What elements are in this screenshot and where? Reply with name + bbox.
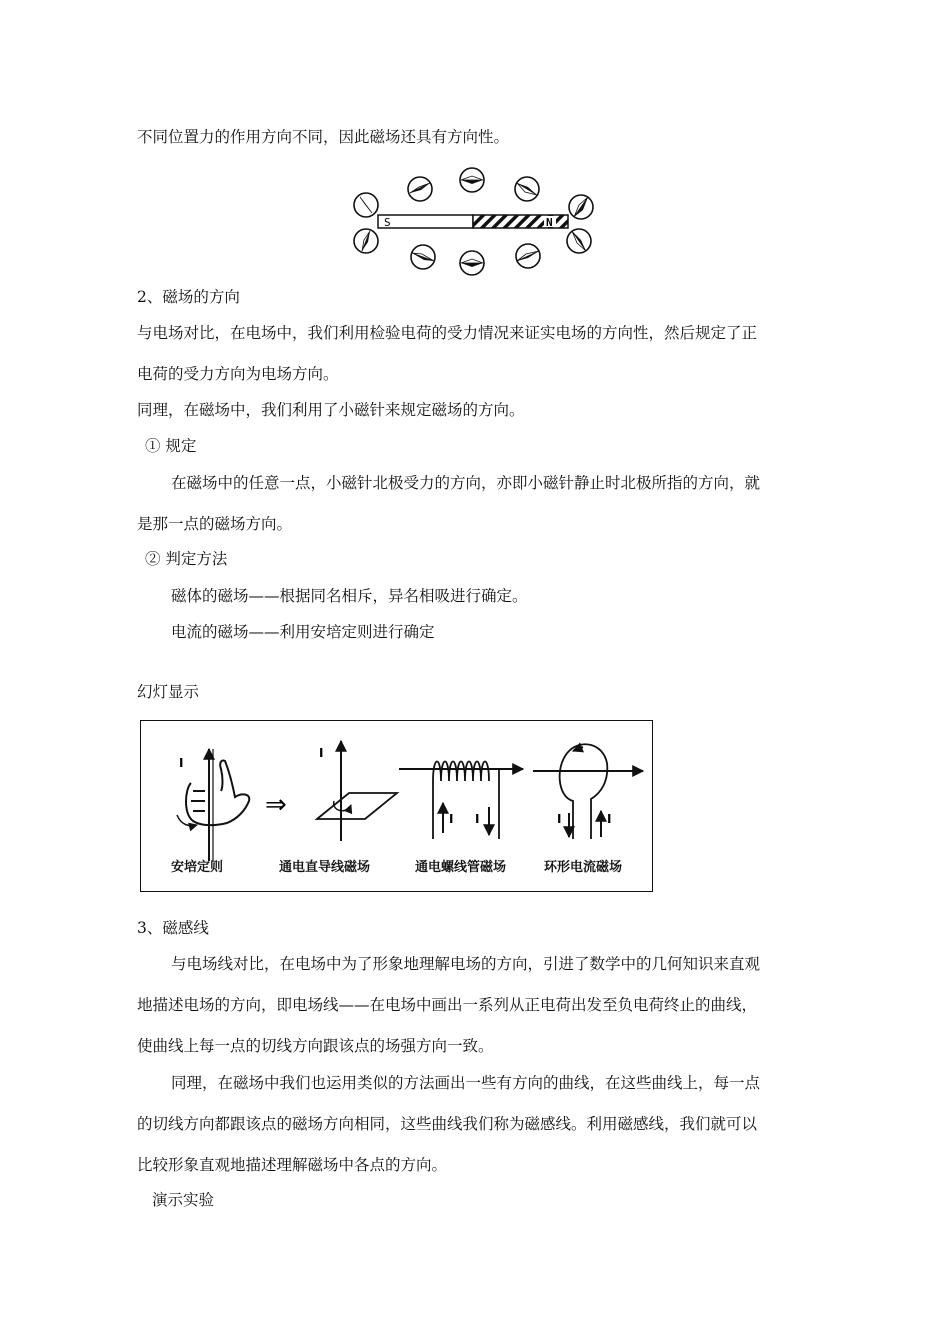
right-hand-grip-icon (177, 749, 249, 861)
section-heading: 3、磁感线 (137, 919, 209, 937)
compass-needle-icon (408, 177, 432, 201)
compass-needle-icon (515, 177, 539, 201)
svg-text:I: I (557, 812, 562, 826)
text-line: 地描述电场的方向，即电场线——在电场中画出一系列从正电荷出发至负电荷终止的曲线， (137, 996, 758, 1014)
arrow-symbol: ⇒ (265, 790, 287, 820)
text-line: 与电场对比，在电场中，我们利用检验电荷的受力情况来证实电场的方向性，然后规定了正 (137, 324, 758, 342)
caption-loop-current: 环形电流磁场 (544, 860, 623, 875)
svg-text:I: I (475, 812, 480, 826)
loop-current-field-icon (533, 744, 643, 839)
compass-needle-icon (460, 168, 484, 192)
compass-needle-icon (516, 244, 540, 268)
list-item: ① 规定 (145, 437, 197, 455)
compass-needle-icon (460, 251, 484, 275)
text-line: 不同位置力的作用方向不同，因此磁场还具有方向性。 (137, 128, 510, 146)
caption-solenoid: 通电螺线管磁场 (415, 860, 507, 875)
text-line: 电流的磁场——利用安培定则进行确定 (171, 623, 435, 641)
magnet-south-half (378, 215, 473, 228)
text-line: 同理，在磁场中，我们利用了小磁针来规定磁场的方向。 (137, 401, 525, 419)
straight-wire-field-icon (317, 741, 397, 841)
bar-magnet-compass-figure (350, 165, 600, 277)
text-line: 同理，在磁场中我们也运用类似的方法画出一些有方向的曲线，在这些曲线上，每一点 (171, 1074, 761, 1092)
magnet-north-label: N (546, 216, 553, 229)
text-line: 使曲线上每一点的切线方向跟该点的场强方向一致。 (137, 1037, 494, 1055)
compass-needle-icon (569, 195, 593, 219)
text-line: 电荷的受力方向为电场方向。 (137, 365, 339, 383)
caption-straight-wire: 通电直导线磁场 (279, 860, 371, 875)
compass-needle-icon (354, 193, 378, 217)
text-line: 磁体的磁场——根据同名相斥，异名相吸进行确定。 (171, 587, 528, 605)
text-line: 演示实验 (152, 1191, 215, 1209)
text-line: 幻灯显示 (137, 683, 200, 701)
caption-ampere-rule: 安培定则 (171, 860, 224, 875)
text-line: 在磁场中的任意一点，小磁针北极受力的方向，亦即小磁针静止时北极所指的方向，就 (171, 474, 761, 492)
svg-text:I: I (319, 746, 324, 760)
text-line: 比较形象直观地描述理解磁场中各点的方向。 (137, 1156, 448, 1174)
svg-text:I: I (179, 756, 184, 770)
compass-needle-icon (354, 229, 378, 253)
svg-text:I: I (449, 812, 454, 826)
text-line: 是那一点的磁场方向。 (137, 515, 293, 533)
magnet-south-label: S (384, 216, 391, 229)
solenoid-field-icon (399, 762, 523, 840)
text-line: 与电场线对比，在电场中为了形象地理解电场的方向，引进了数学中的几何知识来直观 (171, 955, 761, 973)
text-line: 的切线方向都跟该点的磁场方向相同，这些曲线我们称为磁感线。利用磁感线，我们就可以 (137, 1115, 758, 1133)
list-item: ② 判定方法 (145, 550, 228, 568)
compass-needle-icon (567, 229, 591, 253)
section-heading: 2、磁场的方向 (137, 288, 240, 306)
compass-needle-icon (411, 245, 435, 269)
svg-text:I: I (607, 812, 612, 826)
